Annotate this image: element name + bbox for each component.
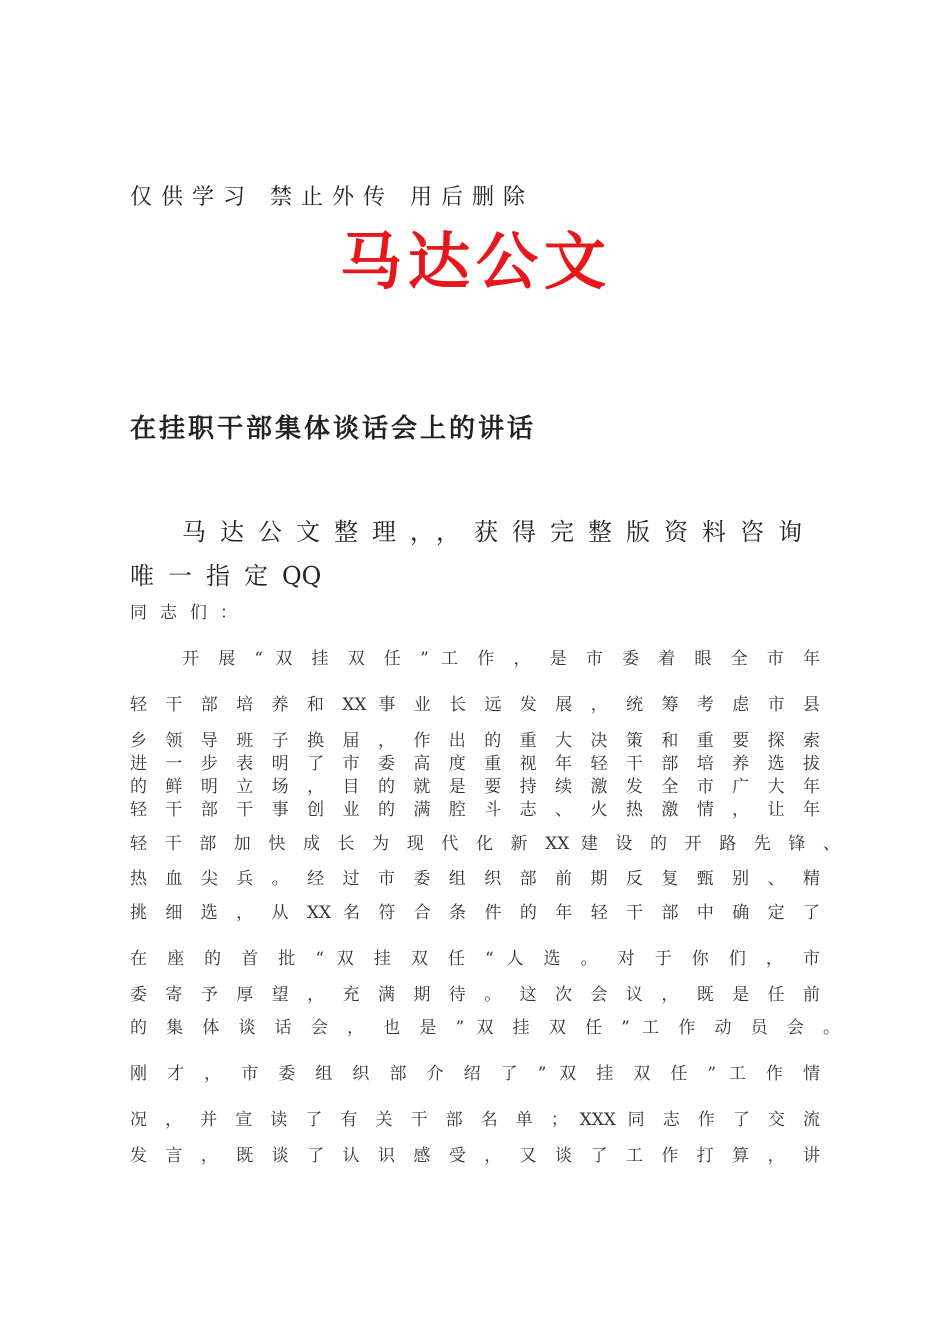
body-line: 刚 才 ， 市 委 组 织 部 介 绍 了 ” 双 挂 双 任 ” 工 作 情: [130, 1064, 820, 1084]
body-line: 挑 细 选 ， 从 XX 名 符 合 条 件 的 年 轻 干 部 中 确 定 了: [130, 903, 820, 923]
body-line: 开 展 “ 双 挂 双 任 ” 工 作 ， 是 市 委 着 眼 全 市 年: [182, 649, 820, 669]
body-line: 进 一 步 表 明 了 市 委 高 度 重 视 年 轻 干 部 培 养 选 拔: [130, 754, 820, 774]
body-line: 轻 干 部 加 快 成 长 为 现 代 化 新 XX 建 设 的 开 路 先 锋 、: [130, 834, 840, 854]
body-line: 乡 领 导 班 子 换 届 ， 作 出 的 重 大 决 策 和 重 要 探 索: [130, 731, 820, 751]
document-title: 在挂职干部集体谈话会上的讲话: [130, 414, 537, 444]
body-line: 在 座 的 首 批 “ 双 挂 双 任 “ 人 选 。 对 于 你 们 ， 市: [130, 949, 820, 969]
body-line: 的 集 体 谈 话 会 ， 也 是 ” 双 挂 双 任 ” 工 作 动 员 会 。: [130, 1018, 840, 1038]
greeting: 同志们：: [130, 603, 250, 623]
body-line: 轻 干 部 干 事 创 业 的 满 腔 斗 志 、 火 热 激 情 ， 让 年: [130, 800, 820, 820]
body-line: 轻 干 部 培 养 和 XX 事 业 长 远 发 展 ， 统 筹 考 虑 市 县: [130, 695, 820, 715]
body-line: 热 血 尖 兵 。 经 过 市 委 组 织 部 前 期 反 复 甄 别 、 精: [130, 869, 820, 889]
intro-qq: QQ: [282, 562, 322, 590]
intro-text: 马达公文整理，，获得完整版资料咨询唯一指定: [130, 518, 816, 590]
body-line: 的 鲜 明 立 场 ， 目 的 就 是 要 持 续 激 发 全 市 广 大 年: [130, 777, 820, 797]
body-line: 发 言 ， 既 谈 了 认 识 感 受 ， 又 谈 了 工 作 打 算 ， 讲: [130, 1146, 820, 1166]
intro-paragraph: [130, 510, 830, 598]
brand-title: 马达公文: [340, 225, 613, 298]
usage-notice: 仅供学习 禁止外传 用后删除: [130, 185, 534, 210]
body-line: 委 寄 予 厚 望 ， 充 满 期 待 。 这 次 会 议 ， 既 是 任 前: [130, 985, 820, 1005]
body-line: 况 ， 并 宣 读 了 有 关 干 部 名 单 ； XXX 同 志 作 了 交 流: [130, 1110, 820, 1130]
